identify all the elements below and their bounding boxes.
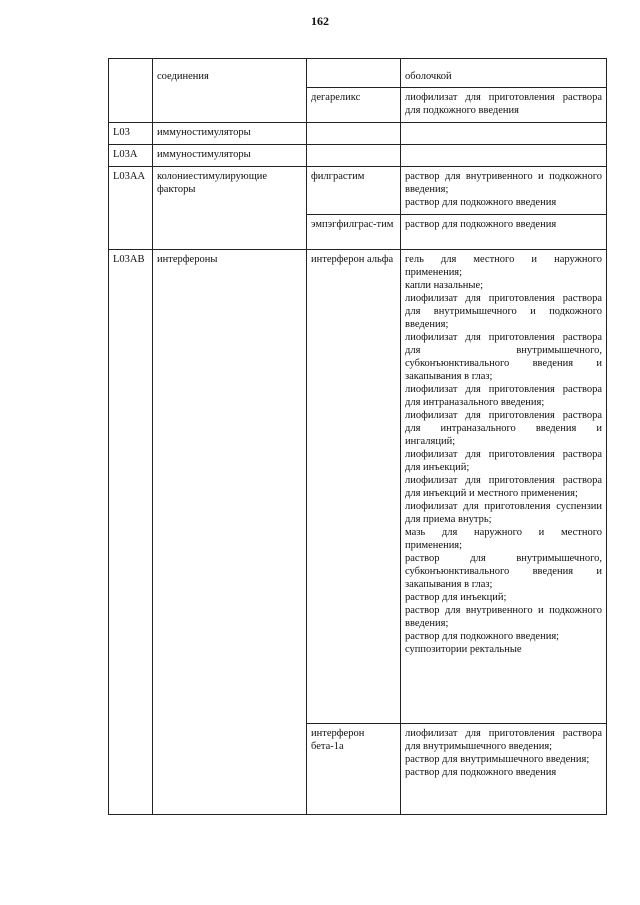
table-row: [109, 145, 607, 167]
form-cell: [401, 215, 607, 250]
drug-table: [108, 58, 607, 815]
dosage-form: раствор для подкожного введения: [405, 767, 557, 778]
atc-code: L03A: [113, 149, 138, 160]
atc-code-cell: [109, 250, 153, 815]
drug-name: дегареликс: [311, 92, 361, 103]
dosage-form: гель для местного и наружного применения;: [405, 254, 602, 278]
group-name: иммуностимуляторы: [157, 149, 251, 160]
drug-cell: [307, 123, 401, 145]
atc-code: L03: [113, 127, 130, 138]
form-cell: [401, 59, 607, 88]
form-cell: [401, 250, 607, 724]
drug-name: интерферон бета-1a: [311, 728, 365, 752]
dosage-form: лиофилизат для приготовления раствора для внутримышечного, субконъюнктивального введения и закапывания в глаз;: [405, 332, 602, 382]
drug-cell: [307, 724, 401, 815]
dosage-form: раствор для внутривенного и подкожного введения;: [405, 605, 602, 629]
dosage-form: раствор для внутривенного и подкожного введения;: [405, 171, 602, 195]
dosage-form: лиофилизат для приготовления раствора для инъекций и местного применения;: [405, 475, 602, 499]
drug-cell: [307, 250, 401, 724]
group-name: интерфероны: [157, 254, 218, 265]
atc-code-cell: [109, 123, 153, 145]
group-cell: [153, 167, 307, 250]
group-cell: [153, 145, 307, 167]
form-cell: [401, 724, 607, 815]
drug-cell: [307, 59, 401, 88]
group-name: соединения: [157, 71, 209, 82]
drug-cell: [307, 215, 401, 250]
form-cell: [401, 145, 607, 167]
dosage-form: раствор для внутримышечного введения;: [405, 754, 590, 765]
dosage-form: лиофилизат для приготовления раствора для интраназального введения и ингаляций;: [405, 410, 602, 447]
drug-name: интерферон альфа: [311, 254, 394, 265]
group-name: колониестимулирующие факторы: [157, 171, 268, 195]
dosage-form: лиофилизат для приготовления раствора для инъекций;: [405, 449, 602, 473]
dosage-form: лиофилизат для приготовления раствора для внутримышечного введения;: [405, 728, 602, 752]
dosage-form: суппозитории ректальные: [405, 644, 522, 655]
dosage-form: лиофилизат для приготовления раствора для подкожного введения: [405, 92, 602, 116]
dosage-form: раствор для подкожного введения: [405, 219, 557, 230]
atc-code: L03AB: [113, 254, 145, 265]
dosage-form: лиофилизат для приготовления раствора для внутримышечного и подкожного введения;: [405, 293, 602, 330]
atc-code: L03AA: [113, 171, 146, 182]
dosage-form: мазь для наружного и местного применения;: [405, 527, 602, 551]
drug-name: филграстим: [311, 171, 365, 182]
group-cell: [153, 123, 307, 145]
dosage-form: раствор для подкожного введения;: [405, 631, 560, 642]
atc-code-cell: [109, 167, 153, 250]
form-cell: [401, 167, 607, 215]
dosage-form: раствор для подкожного введения: [405, 197, 557, 208]
group-cell: [153, 59, 307, 123]
table-row: [109, 250, 607, 724]
dosage-form: капли назальные;: [405, 280, 484, 291]
form-cell: [401, 88, 607, 123]
dosage-form: раствор для инъекций;: [405, 592, 507, 603]
dosage-form: раствор для внутримышечного, субконъюнктивального введения и закапывания в глаз;: [405, 553, 602, 590]
dosage-form: лиофилизат для приготовления суспензии для приема внутрь;: [405, 501, 602, 525]
atc-code-cell: [109, 59, 153, 123]
table-row: [109, 123, 607, 145]
dosage-form: оболочкой: [405, 71, 452, 82]
drug-cell: [307, 88, 401, 123]
dosage-form: лиофилизат для приготовления раствора для интраназального введения;: [405, 384, 602, 408]
table-row: [109, 167, 607, 215]
drug-name: эмпэгфилграс-тим: [311, 219, 394, 230]
drug-cell: [307, 167, 401, 215]
page-number: 162: [311, 14, 329, 28]
group-cell: [153, 250, 307, 815]
atc-code-cell: [109, 145, 153, 167]
table-row: [109, 59, 607, 88]
group-name: иммуностимуляторы: [157, 127, 251, 138]
drug-cell: [307, 145, 401, 167]
form-cell: [401, 123, 607, 145]
